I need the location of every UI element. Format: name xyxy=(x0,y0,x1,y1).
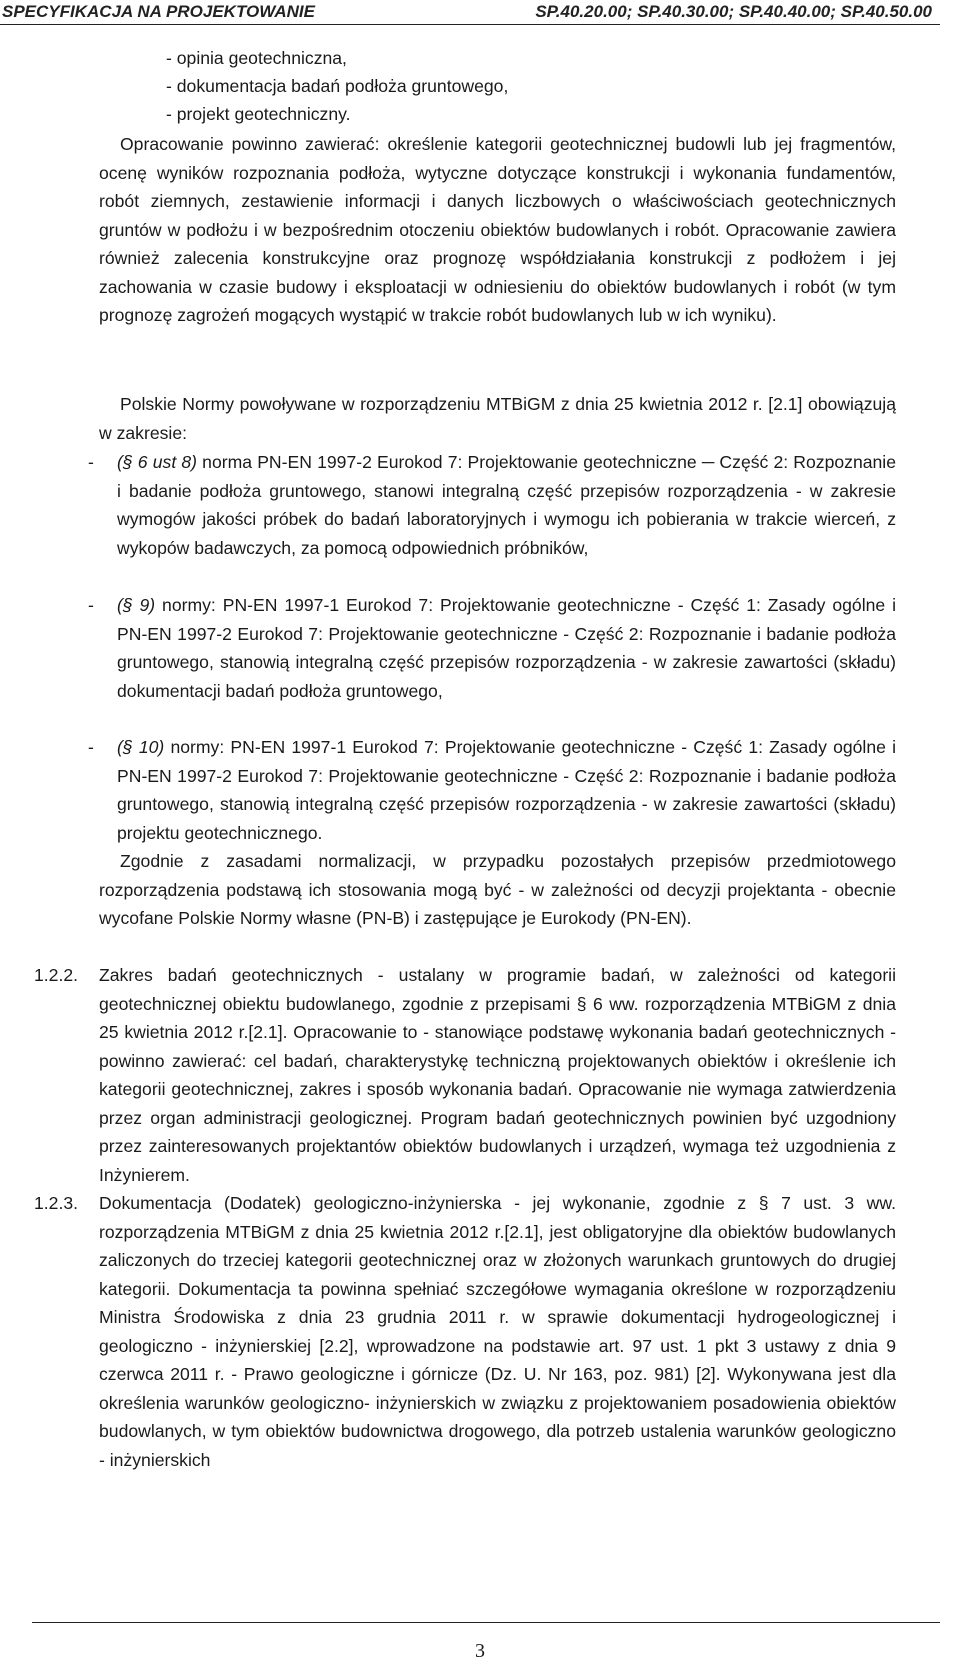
section-number: 1.2.3. xyxy=(34,1193,79,1213)
norm-ref: (§ 6 ust 8) xyxy=(117,452,198,472)
paragraph-zgodnie: Zgodnie z zasadami normalizacji, w przypadku pozostałych przepisów przedmiotowego rozporządzenia podstawą ich stosowania mogą być - w zależności od decyzji projektanta - obecnie wycofane Polskie Normy własne (PN-B) i zastępujące je Eurokody (PN-EN). xyxy=(99,851,896,928)
paragraph-opracowanie: Opracowanie powinno zawierać: określenie kategorii geotechnicznej budowli lub jej fragmentów, ocenę wyników rozpoznania podłoża, wytyczne dotyczące konstrukcji i wykonania fundamentów, robót ziemnych, zestawienie informacji i danych liczbowych o właściwościach geotechnicznych gruntów w podłożu i w bezpośrednim otoczeniu obiektów budowlanych i robót. Opracowanie zawiera również zalecenia konstrukcyjne oraz prognozę współdziałania konstrukcji z podłożem i jej zachowania w czasie budowy i eksploatacji w odniesieniu do obiektów budowlanych i robót (w tym prognozę zagrożeń mogących wystąpić w trakcie robót budowlanych lub w ich wyniku). xyxy=(99,134,896,325)
norm-item-3 xyxy=(117,733,896,847)
page-header xyxy=(0,0,960,30)
list-item-dokumentacja: - dokumentacja badań podłoża gruntowego, xyxy=(166,76,509,96)
list-item-projekt: - projekt geotechniczny. xyxy=(166,104,351,124)
section-number: 1.2.2. xyxy=(34,965,79,985)
section-dokumentacja: Dokumentacja (Dodatek) geologiczno-inżynierska - jej wykonanie, zgodnie z § 7 ust. 3 ww. rozporządzenia MTBiGM z dnia 25 kwietnia 2012 r.[2.1], jest obligatoryjne dla obiektów budowlanych zaliczonych do trzeciej kategorii geotechnicznej oraz w złożonych warunkach gruntowych do drugiej kategorii. Dokumentacja ta powinna spełniać szczegółowe wymagania określone w rozporządzeniu Ministra Środowiska z dnia 23 grudnia 2011 r. w sprawie dokumentacji hydrogeologicznej i geologiczno - inżynierskiej [2.2], wprowadzone na podstawie art. 97 ust. 1 pkt 3 ustawy z dnia 9 czerwca 2011 r. - Prawo geologiczne i górnicze (Dz. U. Nr 163, poz. 981) [2]. Wykonywana jest dla określenia warunków geologiczno- inżynierskich w związku z projektowaniem posadowienia obiektów budowlanych, w tym obiektów budownictwa drogowego, dla potrzeb ustalenia warunków geologiczno - inżynierskich xyxy=(99,1193,896,1470)
paragraph-polskie-normy: Polskie Normy powoływane w rozporządzeniu MTBiGM z dnia 25 kwietnia 2012 r. [2.1] obowiązują w zakresie: xyxy=(99,394,896,443)
norm-text: normy: PN-EN 1997-1 Eurokod 7: Projektowanie geotechniczne - Część 1: Zasady ogólne i PN-EN 1997-2 Eurokod 7: Projektowanie geotechniczne - Część 2: Rozpoznanie i badanie podłoża gruntowego, stanowią integralną część przepisów rozporządzenia - w zakresie zawartości (składu) projektu geotechnicznego. xyxy=(117,737,896,843)
norm-ref: (§ 10) xyxy=(117,737,165,757)
norm-item-2 xyxy=(117,591,896,705)
header-codes: SP.40.20.00; SP.40.30.00; SP.40.40.00; SP.40.50.00 xyxy=(535,2,932,21)
norm-text: norma PN-EN 1997-2 Eurokod 7: Projektowanie geotechniczne ─ Część 2: Rozpoznanie i badanie podłoża gruntowego, stanowi integralną część przepisów rozporządzenia - w zakresie wymogów jakości próbek do badań laboratoryjnych i wymogu ich pobierania w trakcie wierceń, z wykopów badawczych, za pomocą odpowiednich próbników, xyxy=(117,452,896,558)
list-item-opinia: - opinia geotechniczna, xyxy=(166,48,347,68)
footer-rule xyxy=(32,1622,940,1623)
header-rule xyxy=(0,24,940,25)
list-dash: - xyxy=(88,737,94,757)
list-dash: - xyxy=(88,452,94,472)
page-number: 3 xyxy=(475,1640,485,1662)
header-title: SPECYFIKACJA NA PROJEKTOWANIE xyxy=(2,2,315,21)
norm-item-1 xyxy=(117,448,896,562)
norm-ref: (§ 9) xyxy=(117,595,156,615)
norm-text: normy: PN-EN 1997-1 Eurokod 7: Projektowanie geotechniczne - Część 1: Zasady ogólne i PN-EN 1997-2 Eurokod 7: Projektowanie geotechniczne - Część 2: Rozpoznanie i badanie podłoża gruntowego, stanowią integralną część przepisów rozporządzenia - w zakresie zawartości (składu) dokumentacji badań podłoża gruntowego, xyxy=(117,595,896,701)
list-dash: - xyxy=(88,595,94,615)
section-zakres-badan: Zakres badań geotechnicznych - ustalany w programie badań, w zależności od kategorii geotechnicznej obiektu budowlanego, zgodnie z przepisami § 6 ww. rozporządzenia MTBiGM z dnia 25 kwietnia 2012 r.[2.1]. Opracowanie to - stanowiące podstawę wykonania badań geotechnicznych - powinno zawierać: cel badań, charakterystykę techniczną projektowanych obiektów i określenie ich kategorii geotechnicznej, zakres i sposób wykonania badań. Opracowanie nie wymaga zatwierdzenia przez organ administracji geologicznej. Program badań geotechnicznych powinien być uzgodniony przez zainteresowanych projektantów obiektów budowlanych i urządzeń, wymaga też uzgodnienia z Inżynierem. xyxy=(99,965,896,1185)
